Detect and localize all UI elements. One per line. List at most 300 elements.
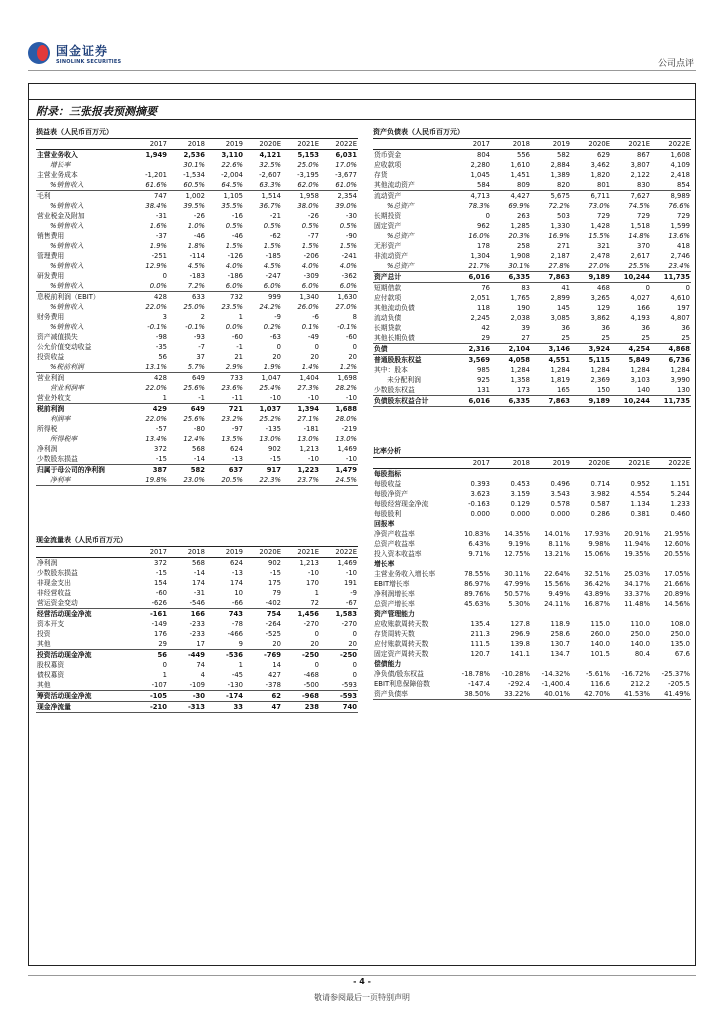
row-value: 14.35% (504, 530, 530, 538)
row-value: 174 (192, 579, 205, 587)
row-value: 56 (157, 651, 167, 659)
row-value: -309 (303, 272, 319, 280)
table-row (373, 293, 691, 303)
table-row (36, 465, 358, 476)
row-value: 30.1% (491, 261, 531, 272)
row-value: 86.97% (464, 580, 490, 588)
row-value (531, 559, 571, 569)
year-header-cell: 2018 (168, 547, 206, 558)
table-row (36, 568, 358, 578)
row-value: 2,051 (470, 294, 490, 302)
table-row (373, 385, 691, 396)
year-header-cell: 2018 (491, 458, 531, 469)
row-value: -9 (350, 589, 357, 597)
row-value: 2.9% (206, 362, 244, 373)
row-value: 10,244 (611, 272, 651, 283)
row-value: 62.0% (282, 180, 320, 191)
row-value: 4.5% (263, 262, 281, 270)
table-row (36, 322, 358, 332)
row-value: -241 (341, 252, 357, 260)
row-value: 27.1% (297, 415, 319, 423)
row-label: %销售收入 (50, 262, 84, 270)
year-header-row (373, 458, 691, 469)
row-value: 27.0% (571, 261, 611, 272)
row-value (611, 469, 651, 480)
row-value: 1,608 (670, 151, 690, 159)
row-value: 176 (154, 630, 167, 638)
row-value: -26 (307, 212, 319, 220)
row-value: 80.4 (634, 650, 650, 658)
row-label: %销售收入 (50, 303, 84, 311)
row-value: 729 (677, 212, 690, 220)
year-header-cell: 2020E (244, 139, 282, 150)
row-value: 584 (451, 180, 491, 191)
table-row (373, 261, 691, 272)
row-value: 1,394 (297, 405, 319, 413)
row-value: 2,536 (183, 151, 205, 159)
row-value: -11 (206, 393, 244, 404)
table-row (373, 283, 691, 294)
table-row (373, 589, 691, 599)
table-row (373, 344, 691, 355)
table-row (36, 424, 358, 434)
row-value: 1.5% (263, 242, 281, 250)
table-row (373, 519, 691, 529)
row-label: 长期投资 (374, 212, 402, 220)
row-value: 2,104 (491, 344, 531, 355)
row-value: 0.000 (510, 510, 530, 518)
row-value: 5.30% (508, 600, 530, 608)
row-value: 73.0% (588, 202, 610, 210)
row-value: -1,534 (183, 171, 205, 179)
row-value: 78.55% (464, 570, 490, 578)
table-row (36, 434, 358, 444)
row-value (451, 469, 491, 480)
row-value: 902 (268, 559, 281, 567)
table-row (36, 629, 358, 639)
row-value: -1,400.4 (541, 680, 570, 688)
row-value (531, 519, 571, 529)
row-value: 130.7 (550, 640, 570, 648)
row-label: 非流动资产 (374, 252, 408, 260)
row-value: 12.60% (664, 540, 690, 548)
row-label: 每股指标 (374, 470, 402, 478)
row-value: 1,213 (299, 445, 319, 453)
row-value: 13.0% (335, 435, 357, 443)
row-value: 1.9% (244, 362, 282, 373)
row-value: -7 (198, 343, 205, 351)
table-row (36, 578, 358, 588)
row-value: -10 (244, 393, 282, 404)
table-row (373, 569, 691, 579)
row-value: -14.32% (541, 670, 570, 678)
year-header-cell: 2022E (320, 547, 358, 558)
row-value: 999 (268, 293, 281, 301)
row-value: 2,354 (337, 192, 357, 200)
row-value: 178 (477, 242, 490, 250)
row-value: 7,863 (531, 272, 571, 283)
row-value: 1,610 (510, 161, 530, 169)
row-value: 63.3% (244, 180, 282, 191)
row-label: 净利润 (37, 445, 58, 453)
row-value (651, 519, 691, 529)
income-statement (36, 127, 358, 486)
row-value: 76.6% (668, 202, 690, 210)
row-value: 0.952 (630, 480, 650, 488)
row-value: -15 (244, 454, 282, 465)
row-value: 191 (344, 579, 357, 587)
row-value: -10 (307, 569, 319, 577)
row-value: -219 (341, 425, 357, 433)
row-value: -270 (341, 620, 357, 628)
row-value: 6.0% (244, 281, 282, 292)
row-value: 39.5% (183, 202, 205, 210)
row-value: 4.5% (187, 262, 205, 270)
year-header-row (36, 139, 358, 150)
row-value: 21 (234, 353, 243, 361)
row-value: 1.0% (187, 222, 205, 230)
row-value: 2,316 (451, 344, 491, 355)
row-value: 6,711 (590, 192, 610, 200)
row-value: 32.5% (259, 161, 281, 169)
row-value: 4,058 (508, 356, 530, 364)
row-value: 25 (531, 333, 571, 344)
row-value: 1,330 (550, 222, 570, 230)
row-label: %销售收入 (50, 222, 84, 230)
year-header-cell: 2021E (282, 139, 320, 150)
ratio-analysis-caption: 比率分析 (373, 446, 691, 458)
row-value: -2,004 (221, 171, 243, 179)
row-value: -251 (151, 252, 167, 260)
row-value: 9.71% (468, 550, 490, 558)
row-value: 6.43% (468, 540, 490, 548)
row-value: 120.7 (470, 650, 490, 658)
row-value (451, 659, 491, 669)
row-value: -206 (303, 252, 319, 260)
row-value: -233 (189, 630, 205, 638)
row-value: -264 (265, 620, 281, 628)
row-value: 141.1 (510, 650, 530, 658)
table-row (36, 352, 358, 362)
row-value: 1,583 (335, 610, 357, 618)
row-value: -181 (303, 425, 319, 433)
cash-flow-caption: 现金流量表（人民币百万元） (36, 535, 358, 547)
income-statement-caption: 损益表（人民币百万元） (36, 127, 358, 139)
row-value: 0.460 (670, 510, 690, 518)
row-value: -67 (320, 598, 358, 609)
row-value: 56 (158, 353, 167, 361)
row-label: 每股股利 (374, 510, 402, 518)
row-value: -468 (303, 671, 319, 679)
row-value: 36 (561, 324, 570, 332)
row-value: 428 (154, 374, 167, 382)
row-value: 1,456 (297, 610, 319, 618)
row-value: 743 (228, 610, 243, 618)
table-row (373, 539, 691, 549)
row-value: -26 (193, 212, 205, 220)
row-value: 925 (477, 376, 490, 384)
row-value (491, 659, 531, 669)
row-value: -593 (320, 691, 358, 702)
row-value: 69.9% (508, 202, 530, 210)
row-value: 47.99% (504, 580, 530, 588)
row-value (491, 609, 531, 619)
year-header-cell: 2018 (168, 139, 206, 150)
row-value: 1.134 (630, 500, 650, 508)
row-value: 110.0 (630, 620, 650, 628)
row-value: 21.95% (664, 530, 690, 538)
row-value: 9,189 (571, 272, 611, 283)
row-value: 61.0% (320, 180, 358, 191)
row-label: 负债股东权益合计 (373, 396, 451, 407)
row-value: 1,404 (299, 374, 319, 382)
row-value: 12.9% (145, 262, 167, 270)
row-value: 21.7% (451, 261, 491, 272)
row-label: 净利润增长率 (374, 590, 415, 598)
row-value: 1 (314, 589, 319, 597)
row-value (611, 559, 651, 569)
balance-sheet (373, 127, 691, 407)
cash-flow-table (36, 547, 358, 713)
row-value: 42.70% (571, 689, 611, 700)
row-value: 0 (162, 661, 167, 669)
row-value: 4,121 (259, 151, 281, 159)
table-row (36, 454, 358, 465)
table-row (373, 211, 691, 221)
row-label: 未分配利润 (387, 376, 421, 384)
row-value: -46 (231, 232, 243, 240)
year-header-cell: 2017 (130, 139, 168, 150)
row-value: 1.5% (301, 242, 319, 250)
row-value: 20 (272, 353, 281, 361)
row-value: 0.453 (510, 480, 530, 488)
row-value: 6.0% (206, 281, 244, 292)
row-value: 649 (190, 405, 205, 413)
row-value: 41.53% (611, 689, 651, 700)
row-value: -10 (320, 393, 358, 404)
row-value: 3,110 (221, 151, 243, 159)
row-value: 1,105 (223, 192, 243, 200)
row-value (651, 609, 691, 619)
row-value (531, 469, 571, 480)
row-label: 长期贷款 (374, 324, 402, 332)
row-value: 25.2% (259, 415, 281, 423)
row-value: 28.2% (335, 384, 357, 392)
row-label: 研发费用 (37, 272, 65, 280)
row-value: 0 (352, 671, 357, 679)
row-value: 47 (244, 702, 282, 713)
row-value: 0.000 (470, 510, 490, 518)
table-row (36, 261, 358, 271)
row-value: 2 (200, 313, 205, 321)
row-value: 9.98% (588, 540, 610, 548)
row-value: 45.63% (464, 600, 490, 608)
row-value: 0.5% (301, 222, 319, 230)
row-value: 637 (228, 466, 243, 474)
row-value (451, 559, 491, 569)
table-row (373, 221, 691, 231)
row-value: 0.5% (225, 222, 243, 230)
row-value: 296.9 (510, 630, 530, 638)
table-row (36, 342, 358, 352)
row-value: 16.87% (584, 600, 610, 608)
row-value: 13.5% (221, 435, 243, 443)
row-value: -14 (168, 454, 206, 465)
table-row (373, 313, 691, 323)
table-row (36, 414, 358, 424)
row-label: 资产负债率 (373, 689, 451, 700)
row-value: 1.5% (225, 242, 243, 250)
row-value: 732 (230, 293, 243, 301)
row-label: 负债 (373, 344, 451, 355)
row-value (651, 559, 691, 569)
row-value: 1,819 (550, 376, 570, 384)
row-value: 25 (651, 333, 691, 344)
row-value: 34.17% (624, 580, 650, 588)
table-row (373, 689, 691, 700)
row-value: 10,244 (611, 396, 651, 407)
ratio-analysis-body (373, 458, 691, 700)
row-value: 1,479 (335, 466, 357, 474)
row-value: 10 (234, 589, 243, 597)
row-value: 36 (681, 324, 690, 332)
row-value: 2,369 (590, 376, 610, 384)
row-value: 1,518 (630, 222, 650, 230)
row-value: -210 (130, 702, 168, 713)
year-header-cell: 2021E (611, 458, 651, 469)
row-value: 9.49% (548, 590, 570, 598)
row-value: 1,389 (550, 171, 570, 179)
row-value: 16.0% (468, 232, 490, 240)
row-value: 1,451 (510, 171, 530, 179)
row-value: 135.0 (670, 640, 690, 648)
row-value: -77 (307, 232, 319, 240)
row-value: 25.0% (183, 303, 205, 311)
table-row (36, 609, 358, 620)
row-value: -63 (269, 333, 281, 341)
row-value: 139.8 (510, 640, 530, 648)
row-value: -161 (149, 610, 167, 618)
row-value: -968 (282, 691, 320, 702)
row-value: 13.4% (145, 435, 167, 443)
row-value: 89.76% (464, 590, 490, 598)
row-value: 4,868 (651, 344, 691, 355)
row-label: 应付款项 (374, 294, 402, 302)
row-value: 40.01% (531, 689, 571, 700)
year-header-cell: 2019 (206, 139, 244, 150)
row-value: 140.0 (630, 640, 650, 648)
row-value: 1 (162, 671, 167, 679)
row-value: 25 (571, 333, 611, 344)
row-label: %总资产 (387, 232, 414, 240)
row-value: 8.11% (548, 540, 570, 548)
row-value: 0.0% (225, 323, 243, 331)
row-label: %销售收入 (50, 202, 84, 210)
row-value: -362 (341, 272, 357, 280)
row-value: 503 (557, 212, 570, 220)
row-value: -130 (206, 680, 244, 691)
table-row (373, 559, 691, 569)
row-value: 3.159 (510, 490, 530, 498)
row-label: 普通股股东权益 (374, 356, 422, 364)
row-value: -593 (320, 680, 358, 691)
row-value: 27 (491, 333, 531, 344)
row-value: 39.0% (335, 202, 357, 210)
row-value: 809 (491, 180, 531, 191)
row-value: 582 (557, 151, 570, 159)
row-value (571, 609, 611, 619)
row-value: 8,989 (670, 192, 690, 200)
row-value: 1.2% (320, 362, 358, 373)
row-value: 867 (637, 151, 650, 159)
row-label: 投资 (37, 630, 51, 638)
row-value: 0 (485, 212, 490, 220)
row-value: 0.000 (550, 510, 570, 518)
table-row (373, 659, 691, 669)
row-value: 1,223 (297, 466, 319, 474)
row-value: 13.0% (297, 435, 319, 443)
row-value: 36 (641, 324, 650, 332)
row-value: -25.37% (661, 670, 690, 678)
row-label: 其他流动负债 (374, 304, 415, 312)
row-value: 25.4% (259, 384, 281, 392)
row-value: 0 (162, 272, 167, 280)
row-value: 721 (228, 405, 243, 413)
row-value: 250.0 (670, 630, 690, 638)
row-value (611, 659, 651, 669)
row-label: 经营活动现金净流 (37, 610, 92, 618)
row-value: -13 (206, 454, 244, 465)
row-value: 0.578 (550, 500, 570, 508)
row-value: -135 (265, 425, 281, 433)
row-value: 4,551 (548, 356, 570, 364)
row-value: 3,924 (571, 344, 611, 355)
row-value: 370 (637, 242, 650, 250)
row-value: 0.5% (339, 222, 357, 230)
row-value: 0 (314, 343, 319, 351)
row-value: -60 (231, 333, 243, 341)
row-value: 428 (154, 293, 167, 301)
row-value: 12.75% (504, 550, 530, 558)
row-value: -57 (155, 425, 167, 433)
row-value: 3,807 (630, 161, 650, 169)
row-value: -0.1% (185, 323, 205, 331)
row-value: 30.1% (183, 161, 205, 169)
row-value: 568 (192, 445, 205, 453)
row-value: -546 (168, 598, 206, 609)
row-value: -525 (265, 630, 281, 638)
row-value: -1 (236, 343, 243, 351)
row-value: 902 (268, 445, 281, 453)
row-value: 729 (597, 212, 610, 220)
table-row (373, 180, 691, 191)
row-value: 263 (517, 212, 530, 220)
table-row (373, 609, 691, 619)
row-value: 917 (266, 466, 281, 474)
row-value: 1.5% (339, 242, 357, 250)
row-value: 3,569 (468, 356, 490, 364)
ratio-analysis-table (373, 458, 691, 700)
row-value: 76 (481, 284, 490, 292)
row-value: 1,358 (510, 376, 530, 384)
row-value: 5,675 (550, 192, 570, 200)
row-value: 0 (645, 284, 650, 292)
row-value: 101.5 (590, 650, 610, 658)
table-row (36, 231, 358, 241)
row-value: 747 (154, 192, 167, 200)
table-row (373, 599, 691, 609)
row-value: 1,002 (185, 192, 205, 200)
